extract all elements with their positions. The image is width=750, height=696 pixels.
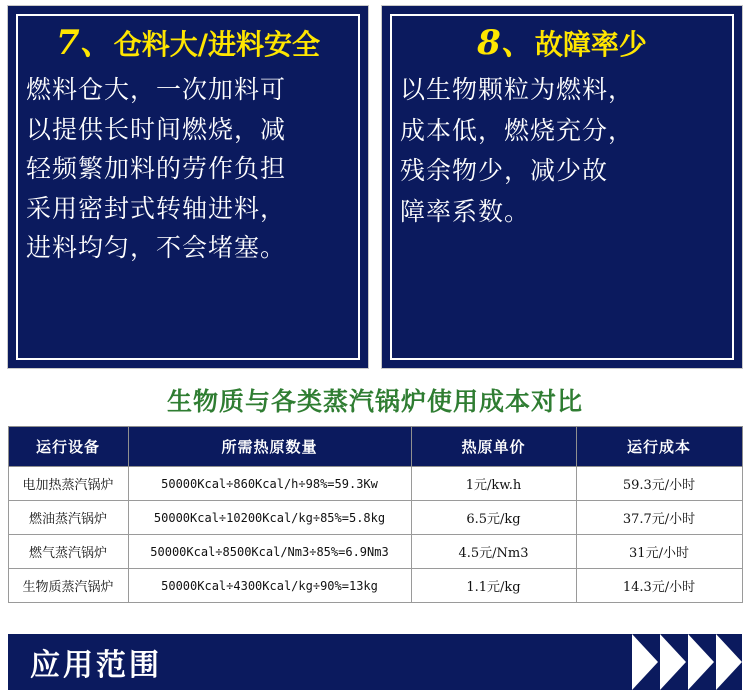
feature-panel-7-number: 7、 [56, 23, 114, 63]
column-header-heat-amount: 所需热原数量 [128, 427, 411, 467]
cost-comparison-table [8, 426, 743, 603]
feature-panel-7-line-1: 燃料仓大，一次加料可 [26, 75, 287, 104]
chevron-right-icon [716, 634, 742, 690]
feature-panel-7-inner [16, 14, 360, 360]
column-header-running-cost: 运行成本 [576, 427, 742, 467]
feature-panel-7-line-5: 进料均匀，不会堵塞。 [26, 233, 287, 262]
cell-device: 燃气蒸汽锅炉 [8, 535, 128, 569]
cell-formula: 50000Kcal÷8500Kcal/Nm3÷85%=6.9Nm3 [128, 535, 411, 569]
feature-panel-8-line-2: 成本低，燃烧充分， [400, 115, 635, 145]
chevron-right-icon-group [630, 634, 742, 690]
column-header-device: 运行设备 [8, 427, 128, 467]
cell-formula: 50000Kcal÷4300Kcal/kg÷90%=13kg [128, 569, 411, 603]
chevron-right-icon [660, 634, 686, 690]
table-header-row [8, 427, 742, 467]
cell-cost: 37.7元/小时 [576, 501, 742, 535]
feature-panel-8-line-3: 残余物少，减少故 [400, 156, 609, 185]
feature-panel-7-title: 仓料大/进料安全 [113, 28, 320, 61]
cell-price: 1.1元/kg [411, 569, 576, 603]
cell-cost: 31元/小时 [576, 535, 742, 569]
cell-device: 生物质蒸汽锅炉 [8, 569, 128, 603]
cell-price: 4.5元/Nm3 [411, 535, 576, 569]
feature-panel-7-line-4: 采用密封式转轴进料， [26, 193, 287, 223]
cell-device: 燃油蒸汽锅炉 [8, 501, 128, 535]
feature-panel-7-line-3: 轻频繁加料的劳作负担 [26, 154, 287, 183]
cell-price: 1元/kw.h [411, 467, 576, 501]
feature-panel-8-body [400, 70, 724, 232]
feature-panel-8-number: 8、 [477, 23, 535, 63]
table-row [8, 467, 742, 501]
feature-panel-8-inner [390, 14, 734, 360]
feature-panel-8 [382, 6, 742, 368]
feature-panel-8-heading [400, 23, 724, 63]
feature-panel-8-title: 故障率少 [534, 28, 647, 61]
chevron-right-icon [632, 634, 658, 690]
feature-panel-8-line-4: 障率系数。 [400, 196, 531, 226]
feature-panel-7-line-2: 以提供长时间燃烧，减 [26, 114, 287, 144]
table-row [8, 535, 742, 569]
cell-cost: 14.3元/小时 [576, 569, 742, 603]
column-header-unit-price: 热原单价 [411, 427, 576, 467]
application-scope-banner [8, 634, 742, 690]
cell-formula: 50000Kcal÷10200Kcal/kg÷85%=5.8kg [128, 501, 411, 535]
feature-panel-8-line-1: 以生物颗粒为燃料， [400, 75, 635, 104]
table-row [8, 501, 742, 535]
feature-panel-7 [8, 6, 368, 368]
cell-device: 电加热蒸汽锅炉 [8, 467, 128, 501]
cell-formula: 50000Kcal÷860Kcal/h÷98%=59.3Kw [128, 467, 411, 501]
cell-price: 6.5元/kg [411, 501, 576, 535]
cell-cost: 59.3元/小时 [576, 467, 742, 501]
feature-panel-7-heading [26, 23, 350, 63]
banner-title: 应用范围 [30, 648, 162, 683]
feature-panel-7-body [26, 70, 350, 268]
cost-comparison-title: 生物质与各类蒸汽锅炉使用成本对比 [166, 387, 583, 416]
table-row [8, 569, 742, 603]
chevron-right-icon [688, 634, 714, 690]
